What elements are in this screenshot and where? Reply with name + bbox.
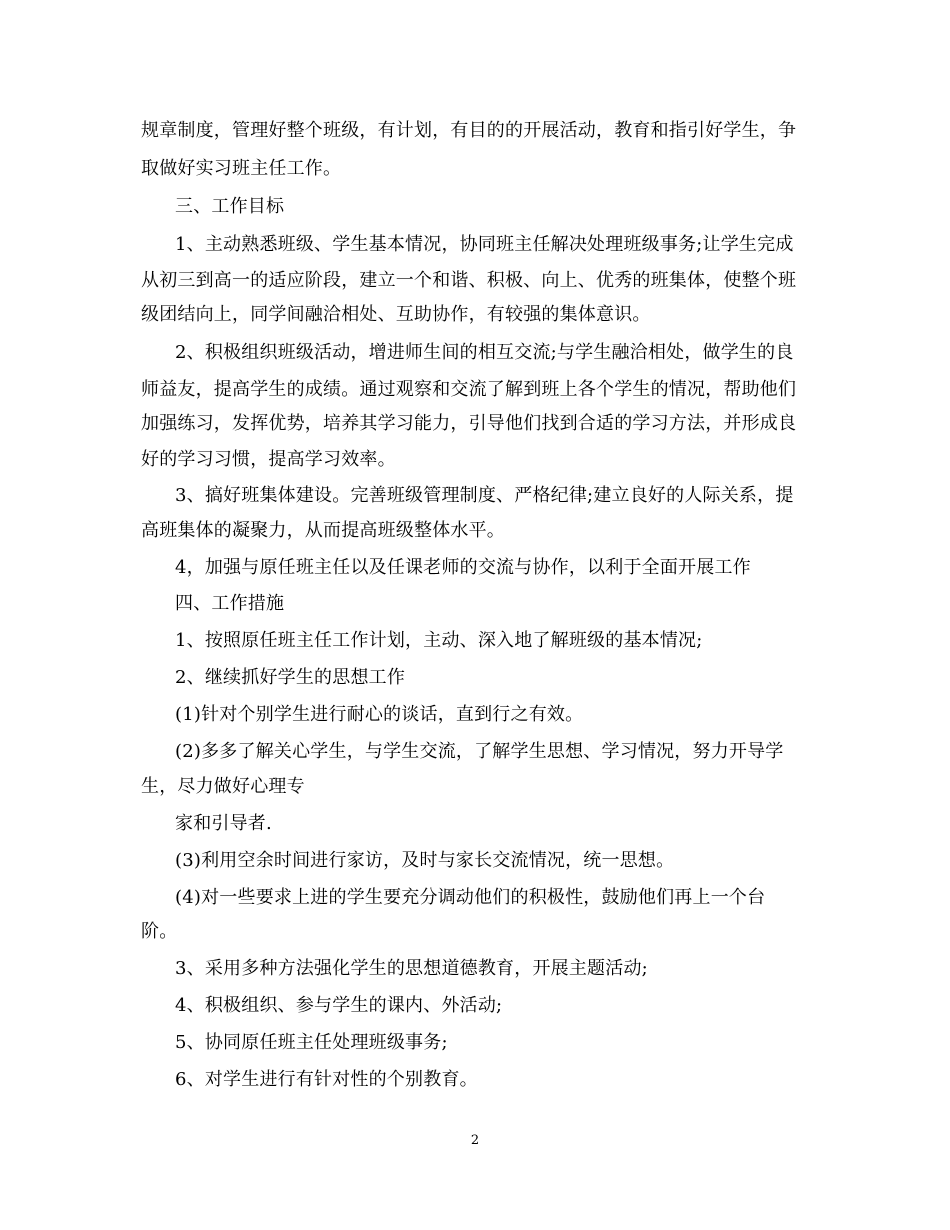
body-text-line: 3、采用多种方法强化学生的思想道德教育，开展主题活动; (175, 958, 648, 979)
body-text-line: 2、继续抓好学生的思想工作 (175, 667, 406, 688)
body-text-line: 师益友，提高学生的成绩。通过观察和交流了解到班上各个学生的情况，帮助他们 (141, 379, 797, 400)
body-text-line: (3)利用空余时间进行家访，及时与家长交流情况，统一思想。 (175, 850, 675, 871)
body-text-line: (4)对一些要求上进的学生要充分调动他们的积极性，鼓励他们再上一个台 (175, 887, 766, 908)
body-text-line: 6、对学生进行有针对性的个别教育。 (175, 1069, 478, 1090)
body-text-line: (1)针对个别学生进行耐心的谈话，直到行之有效。 (175, 704, 584, 725)
body-text-line: 规章制度，管理好整个班级，有计划，有目的的开展活动，教育和指引好学生，争 (141, 120, 797, 141)
body-text-line: 级团结向上，同学间融洽相处、互助协作，有较强的集体意识。 (141, 304, 651, 325)
body-text-line: 阶。 (141, 921, 178, 942)
body-text-line: 加强练习，发挥优势，培养其学习能力，引导他们找到合适的学习方法，并形成良 (141, 413, 797, 434)
body-text-line: 4、积极组织、参与学生的课内、外活动; (175, 995, 503, 1016)
body-text-line: 2、积极组织班级活动，增进师生间的相互交流;与学生融洽相处，做学生的良 (175, 342, 794, 363)
body-text-line: 5、协同原任班主任处理班级事务; (175, 1032, 448, 1053)
body-text-line: 1、按照原任班主任工作计划，主动、深入地了解班级的基本情况; (175, 630, 703, 651)
body-text-line: 取做好实习班主任工作。 (141, 158, 342, 179)
body-text-line: 好的学习习惯，提高学习效率。 (141, 449, 396, 470)
body-text-line: (2)多多了解关心学生，与学生交流，了解学生思想、学习情况，努力开导学 (175, 741, 784, 762)
body-text-line: 1、主动熟悉班级、学生基本情况，协同班主任解决处理班级事务;让学生完成 (175, 234, 794, 255)
body-text-line: 生，尽力做好心理专 (141, 776, 305, 797)
body-text-line: 家和引导者. (175, 813, 272, 834)
body-text-line: 从初三到高一的适应阶段，建立一个和谐、积极、向上、优秀的班集体，使整个班 (141, 270, 797, 291)
section-heading: 四、工作措施 (175, 593, 285, 614)
body-text-line: 3、搞好班集体建设。完善班级管理制度、严格纪律;建立良好的人际关系，提 (175, 485, 794, 506)
body-text-line: 高班集体的凝聚力，从而提高班级整体水平。 (141, 520, 505, 541)
page-number: 2 (470, 1133, 480, 1148)
body-text-line: 4，加强与原任班主任以及任课老师的交流与协作，以利于全面开展工作 (175, 557, 751, 578)
section-heading: 三、工作目标 (175, 196, 285, 217)
